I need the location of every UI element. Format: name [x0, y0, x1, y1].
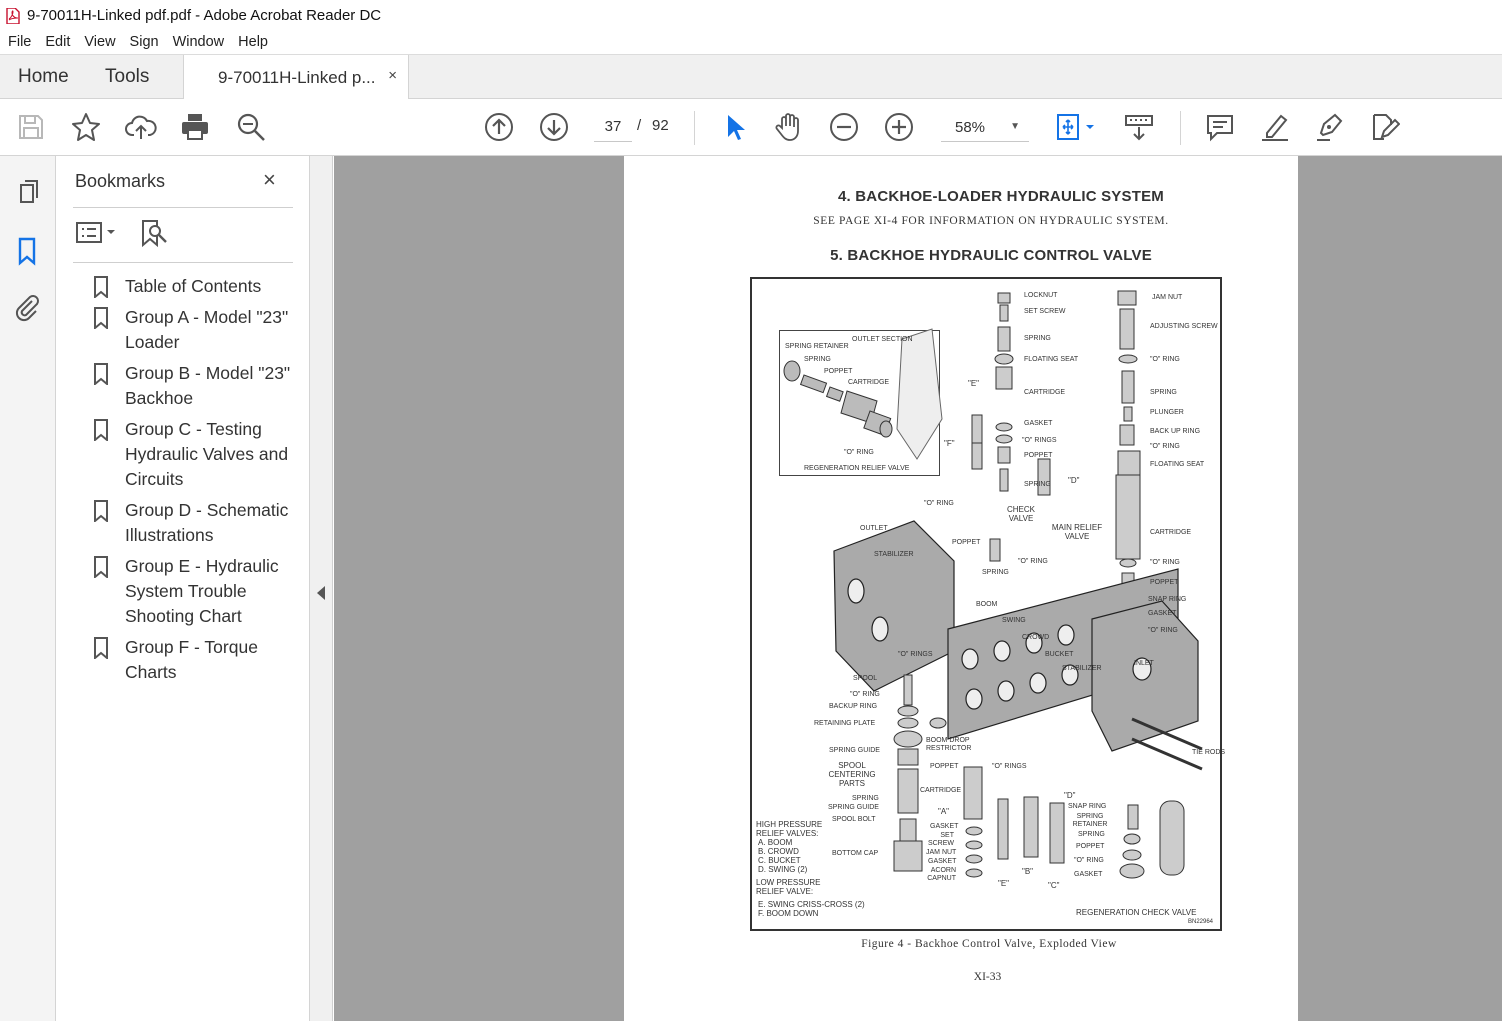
label: "O" RING — [1150, 443, 1180, 450]
comment-icon[interactable] — [1204, 111, 1236, 143]
highlight-icon[interactable] — [1259, 111, 1291, 143]
bookmark-icon — [93, 419, 109, 441]
label: GASKET — [1024, 420, 1053, 427]
label: SPRING — [1078, 831, 1105, 838]
bookmark-item[interactable] — [92, 417, 302, 492]
label: "A" — [938, 807, 950, 816]
label: STABILIZER — [1062, 665, 1102, 672]
fit-page-icon[interactable] — [1053, 111, 1099, 143]
label: "C" — [1048, 881, 1060, 890]
label: FLOATING SEAT — [1150, 461, 1205, 468]
bookmark-item[interactable] — [92, 361, 302, 411]
bookmark-label: Group A - Model "23" Loader — [125, 307, 289, 352]
page-heading-1: 4. BACKHOE-LOADER HYDRAULIC SYSTEM — [838, 188, 1164, 205]
menu-help[interactable]: Help — [238, 34, 268, 50]
bookmark-label: Table of Contents — [125, 276, 262, 296]
window-title: 9-70011H-Linked pdf.pdf - Adobe Acrobat Reader DC — [27, 7, 382, 24]
select-arrow-icon[interactable] — [718, 111, 750, 143]
label: SPRING — [982, 569, 1009, 576]
tab-home[interactable]: Home — [18, 66, 69, 87]
menu-view[interactable]: View — [84, 34, 116, 50]
page-thumbnails-icon[interactable] — [12, 178, 42, 208]
label: SPRING RETAINER — [785, 343, 849, 350]
menu-edit[interactable]: Edit — [45, 34, 71, 50]
label: "O" RINGS — [898, 651, 933, 658]
bookmarks-panel — [56, 156, 310, 1021]
label: SNAP RING — [1148, 596, 1187, 603]
bookmark-item[interactable] — [92, 554, 302, 629]
label: "E" — [998, 879, 1010, 888]
label: "O" RING — [844, 449, 874, 456]
label: "O" RING — [850, 691, 880, 698]
label: GASKET — [928, 858, 957, 865]
toolbar-divider — [694, 111, 695, 145]
legend-line: HIGH PRESSURE RELIEF VALVES: — [756, 820, 823, 838]
pdf-page — [624, 156, 1298, 1021]
close-tab-icon[interactable]: × — [388, 67, 397, 84]
label: POPPET — [1150, 579, 1179, 586]
bookmark-label: Group E - Hydraulic System Trouble Shooting Chart — [125, 556, 279, 626]
label: BOOM — [976, 601, 998, 608]
page-number-footer: XI-33 — [973, 971, 1002, 983]
document-tab-label: 9-70011H-Linked p... — [218, 68, 376, 87]
label: LOCKNUT — [1024, 292, 1058, 299]
label: "E" — [968, 379, 980, 388]
label: SET SCREW — [927, 832, 954, 847]
label: "O" RING — [1150, 559, 1180, 566]
page-up-icon[interactable] — [483, 111, 515, 143]
scroll-mode-icon[interactable] — [1123, 111, 1155, 143]
toolbar — [0, 99, 1502, 156]
label: SET SCREW — [1024, 308, 1066, 315]
label: JAM NUT — [926, 849, 957, 856]
bookmark-panel-icon[interactable] — [12, 236, 42, 266]
bookmark-icon — [93, 500, 109, 522]
label: SPOOL CENTERING PARTS — [828, 761, 876, 788]
label: INLET — [1134, 660, 1154, 667]
label: POPPET — [930, 763, 959, 770]
legend-line: E. SWING CRISS-CROSS (2) — [758, 900, 865, 909]
page-down-icon[interactable] — [538, 111, 570, 143]
label: CARTRIDGE — [920, 787, 962, 794]
tab-tools[interactable]: Tools — [105, 66, 150, 87]
page-heading-2: 5. BACKHOE HYDRAULIC CONTROL VALVE — [830, 247, 1152, 264]
bookmark-list — [92, 274, 302, 691]
zoom-select[interactable] — [941, 112, 1029, 142]
page-total: 92 — [652, 117, 669, 134]
label: CARTRIDGE — [848, 379, 890, 386]
label: JAM NUT — [1152, 294, 1183, 301]
label: CHECK VALVE — [1006, 505, 1035, 523]
hand-icon[interactable] — [773, 111, 805, 143]
label: SPRING GUIDE — [828, 804, 879, 811]
label: SPRING RETAINER — [1072, 813, 1108, 828]
print-icon[interactable] — [179, 111, 211, 143]
label: POPPET — [1076, 843, 1105, 850]
menu-file[interactable]: File — [8, 34, 32, 50]
bookmark-icon — [93, 276, 109, 298]
divider — [73, 262, 293, 263]
label: SPRING — [1150, 389, 1177, 396]
menu-bar — [0, 31, 1502, 53]
label: CARTRIDGE — [1150, 529, 1192, 536]
label: BACKUP RING — [829, 703, 878, 710]
page-separator: / — [637, 117, 642, 134]
legend-line: A. BOOM — [758, 838, 793, 847]
exploded-view-figure — [750, 277, 1226, 931]
document-view[interactable] — [334, 156, 1502, 1021]
bookmark-item[interactable] — [92, 274, 302, 299]
label: SPRING GUIDE — [829, 747, 880, 754]
label: ACORN CAPNUT — [927, 867, 956, 882]
close-icon[interactable]: × — [263, 167, 276, 192]
label: SPOOL BOLT — [832, 816, 876, 823]
label: SPRING — [852, 795, 879, 802]
bookmark-label: Group D - Schematic Illustrations — [125, 500, 289, 545]
bookmark-icon — [93, 307, 109, 329]
label: POPPET — [952, 539, 981, 546]
label: POPPET — [824, 368, 853, 375]
label: "O" RING — [1074, 857, 1104, 864]
bookmark-label: Group F - Torque Charts — [125, 637, 258, 682]
collapse-arrow-icon — [317, 586, 325, 600]
label: STABILIZER — [874, 551, 914, 558]
zoom-out-icon[interactable] — [828, 111, 860, 143]
bookmark-icon — [93, 556, 109, 578]
bookmark-item[interactable] — [92, 305, 302, 355]
bookmark-label: Group C - Testing Hydraulic Valves and Circuits — [125, 419, 289, 489]
label: GASKET — [930, 823, 959, 830]
acrobat-pdf-icon — [6, 8, 20, 24]
label: REGENERATION CHECK VALVE — [1076, 908, 1197, 917]
menu-sign[interactable]: Sign — [129, 34, 159, 50]
title-bar — [0, 0, 1502, 31]
label: "F" — [944, 439, 955, 448]
label: PLUNGER — [1150, 409, 1184, 416]
label: REGENERATION RELIEF VALVE — [804, 465, 910, 472]
zoom-value: 58% — [955, 119, 986, 136]
new-bookmark-icon[interactable] — [140, 218, 170, 248]
legend-line: F. BOOM DOWN — [758, 909, 819, 918]
label: GASKET — [1074, 871, 1103, 878]
label: "O" RINGS — [992, 763, 1027, 770]
label: POPPET — [1024, 452, 1053, 459]
find-icon[interactable] — [235, 111, 267, 143]
label: OUTLET — [860, 525, 888, 532]
bookmark-label: Group B - Model "23" Backhoe — [125, 363, 291, 408]
label: "O" RING — [924, 500, 954, 507]
bookmark-icon — [93, 637, 109, 659]
label: "O" RING — [1148, 627, 1178, 634]
label: CROWD — [1022, 634, 1050, 641]
label: "O" RING — [1018, 558, 1048, 565]
tab-bar — [0, 54, 1502, 99]
label: "D" — [1064, 791, 1076, 800]
left-rail — [0, 156, 56, 1021]
upload-icon[interactable] — [125, 111, 157, 143]
label: RETAINING PLATE — [814, 720, 876, 727]
legend-line: D. SWING (2) — [758, 865, 808, 874]
tab-document[interactable] — [183, 55, 409, 99]
zoom-in-icon[interactable] — [883, 111, 915, 143]
label: BUCKET — [1045, 651, 1074, 658]
sign-icon[interactable] — [1314, 111, 1346, 143]
figure-legend — [756, 820, 865, 918]
label: "B" — [1022, 867, 1034, 876]
legend-line: B. CROWD — [758, 847, 799, 856]
label: SPOOL — [853, 675, 878, 682]
save-icon[interactable] — [15, 111, 47, 143]
label: SPRING — [1024, 335, 1051, 342]
page-number-input[interactable]: 37 — [594, 112, 632, 142]
label: "O" RINGS — [1022, 437, 1057, 444]
menu-window[interactable]: Window — [172, 34, 225, 50]
bookmark-options-icon[interactable] — [75, 218, 119, 248]
legend-line: LOW PRESSURE RELIEF VALVE: — [756, 878, 821, 896]
edit-pdf-icon[interactable] — [1368, 111, 1400, 143]
label: ADJUSTING SCREW — [1150, 323, 1218, 330]
page-subheading: SEE PAGE XI-4 FOR INFORMATION ON HYDRAULIC SYSTEM. — [813, 215, 1169, 227]
attachment-icon[interactable] — [12, 292, 42, 322]
label: SNAP RING — [1068, 803, 1107, 810]
label: BOOM DROP RESTRICTOR — [926, 737, 972, 752]
bookmarks-title: Bookmarks — [75, 171, 166, 191]
label: TIE RODS — [1192, 749, 1226, 756]
bookmark-item[interactable] — [92, 498, 302, 548]
label: GASKET — [1148, 610, 1177, 617]
label: SPRING — [804, 356, 831, 363]
label: OUTLET SECTION — [852, 336, 913, 343]
label: CARTRIDGE — [1024, 389, 1066, 396]
label: "O" RING — [1150, 356, 1180, 363]
panel-collapse-handle[interactable] — [310, 156, 333, 1021]
toolbar-divider — [1180, 111, 1181, 145]
label: SWING — [1002, 617, 1026, 624]
label: BOTTOM CAP — [832, 850, 879, 857]
divider — [73, 207, 293, 208]
star-icon[interactable] — [70, 111, 102, 143]
chevron-down-icon: ▼ — [1010, 121, 1020, 132]
bookmark-icon — [93, 363, 109, 385]
label: BN22964 — [1188, 919, 1214, 925]
label: SPRING — [1024, 481, 1051, 488]
label: FLOATING SEAT — [1024, 356, 1079, 363]
label: MAIN RELIEF VALVE — [1051, 523, 1103, 541]
figure-caption: Figure 4 - Backhoe Control Valve, Exploded View — [861, 938, 1117, 950]
label: "D" — [1068, 476, 1080, 485]
label: BACK UP RING — [1150, 428, 1201, 435]
bookmark-item[interactable] — [92, 635, 302, 685]
legend-line: C. BUCKET — [758, 856, 801, 865]
